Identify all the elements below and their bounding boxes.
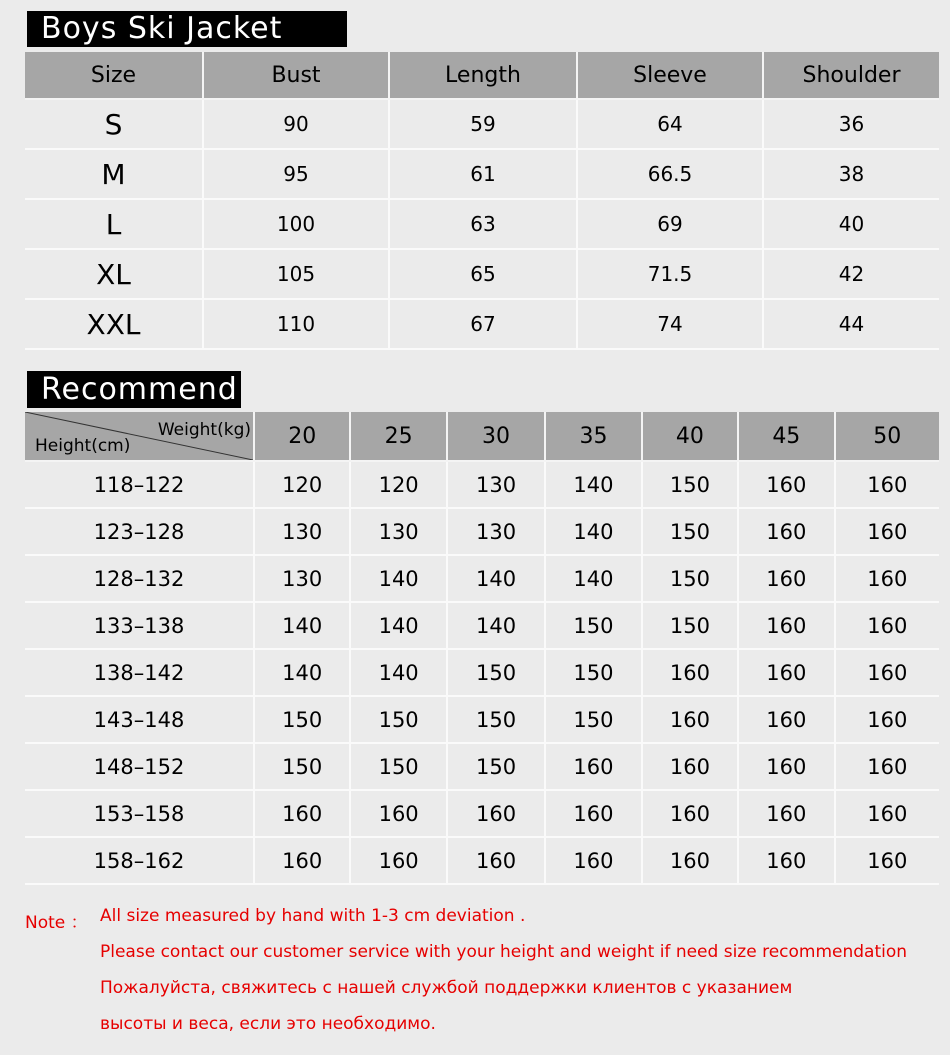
bust-value: 110 [203,299,389,349]
recommended-size-cell: 160 [835,696,939,743]
recommended-size-cell: 150 [447,649,545,696]
recommended-size-cell: 160 [835,555,939,602]
recommended-size-cell: 160 [738,508,834,555]
size-chart-table [25,52,939,350]
length-value: 65 [389,249,577,299]
recommended-size-cell: 150 [254,743,350,790]
length-value: 61 [389,149,577,199]
recommended-size-cell: 150 [447,696,545,743]
recommended-size-cell: 150 [642,508,738,555]
table-row [25,299,939,349]
recommended-size-cell: 160 [545,743,641,790]
size-label: XXL [25,299,203,349]
recommended-size-cell: 160 [350,790,446,837]
height-range-cell: 133–138 [25,602,254,649]
table-row [25,249,939,299]
size-label: M [25,149,203,199]
weight-header-cell: 50 [835,412,939,461]
bust-value: 100 [203,199,389,249]
bust-value: 95 [203,149,389,199]
length-value: 59 [389,99,577,149]
table-row [25,199,939,249]
weight-header-cell: 20 [254,412,350,461]
recommended-size-cell: 130 [447,461,545,508]
recommend-header-row [25,412,939,461]
height-range-cell: 118–122 [25,461,254,508]
height-range-cell: 123–128 [25,508,254,555]
note-line: Please contact our customer service with your height and weight if need size recommendation [100,942,908,962]
weight-header-cell: 40 [642,412,738,461]
size-header-sleeve: Sleeve [577,52,763,99]
height-axis-label: Height(cm) [35,436,131,456]
shoulder-value: 40 [763,199,939,249]
page-title-banner [27,11,347,47]
recommended-size-cell: 160 [738,743,834,790]
recommended-size-cell: 140 [254,649,350,696]
recommended-size-cell: 130 [254,508,350,555]
table-row [25,696,939,743]
recommended-size-cell: 160 [254,837,350,884]
recommended-size-cell: 140 [447,602,545,649]
recommended-size-cell: 120 [350,461,446,508]
recommended-size-cell: 160 [642,790,738,837]
recommended-size-cell: 150 [350,696,446,743]
recommended-size-cell: 140 [545,461,641,508]
recommended-size-cell: 150 [545,602,641,649]
recommended-size-cell: 160 [835,461,939,508]
recommended-size-cell: 140 [350,555,446,602]
sleeve-value: 69 [577,199,763,249]
recommended-size-cell: 150 [642,555,738,602]
recommended-size-cell: 160 [738,555,834,602]
recommended-size-cell: 160 [254,790,350,837]
sleeve-value: 64 [577,99,763,149]
size-header-bust: Bust [203,52,389,99]
length-value: 67 [389,299,577,349]
recommended-size-cell: 160 [545,837,641,884]
recommended-size-cell: 140 [350,649,446,696]
recommended-size-cell: 140 [545,555,641,602]
height-range-cell: 143–148 [25,696,254,743]
weight-header-cell: 25 [350,412,446,461]
recommended-size-cell: 160 [835,602,939,649]
recommended-size-cell: 160 [835,649,939,696]
size-label: S [25,99,203,149]
recommended-size-cell: 140 [350,602,446,649]
length-value: 63 [389,199,577,249]
recommended-size-cell: 160 [642,743,738,790]
recommended-size-cell: 150 [545,649,641,696]
recommend-table [25,412,939,885]
recommended-size-cell: 160 [738,837,834,884]
sleeve-value: 71.5 [577,249,763,299]
table-row [25,99,939,149]
note-line: Пожалуйста, свяжитесь с нашей службой поддержки клиентов с указанием [100,978,793,998]
shoulder-value: 36 [763,99,939,149]
recommended-size-cell: 150 [642,602,738,649]
recommended-size-cell: 160 [738,602,834,649]
sleeve-value: 74 [577,299,763,349]
page-title: Boys Ski Jacket [41,11,283,46]
bust-value: 90 [203,99,389,149]
sleeve-value: 66.5 [577,149,763,199]
recommended-size-cell: 130 [350,508,446,555]
recommended-size-cell: 160 [350,837,446,884]
recommend-banner [27,371,241,408]
table-row [25,602,939,649]
weight-header-cell: 45 [738,412,834,461]
recommended-size-cell: 140 [447,555,545,602]
table-row [25,743,939,790]
recommended-size-cell: 150 [642,461,738,508]
recommended-size-cell: 160 [835,837,939,884]
recommended-size-cell: 160 [738,696,834,743]
note-label: Note ： [25,913,88,933]
size-header-shoulder: Shoulder [763,52,939,99]
weight-header-cell: 35 [545,412,641,461]
recommended-size-cell: 150 [350,743,446,790]
recommended-size-cell: 160 [642,649,738,696]
recommended-size-cell: 160 [447,837,545,884]
height-range-cell: 148–152 [25,743,254,790]
recommended-size-cell: 160 [835,743,939,790]
height-range-cell: 153–158 [25,790,254,837]
recommended-size-cell: 160 [545,790,641,837]
shoulder-value: 42 [763,249,939,299]
size-label: L [25,199,203,249]
weight-height-corner [25,412,254,461]
size-label: XL [25,249,203,299]
table-row [25,555,939,602]
recommended-size-cell: 160 [738,461,834,508]
table-row [25,837,939,884]
height-range-cell: 158–162 [25,837,254,884]
recommended-size-cell: 150 [254,696,350,743]
recommended-size-cell: 160 [642,837,738,884]
recommended-size-cell: 140 [254,602,350,649]
note-line: высоты и веса, если это необходимо. [100,1014,436,1034]
recommended-size-cell: 160 [447,790,545,837]
size-header-length: Length [389,52,577,99]
shoulder-value: 44 [763,299,939,349]
recommended-size-cell: 160 [835,790,939,837]
recommended-size-cell: 150 [447,743,545,790]
recommended-size-cell: 130 [447,508,545,555]
recommended-size-cell: 120 [254,461,350,508]
table-row [25,790,939,837]
recommended-size-cell: 150 [545,696,641,743]
table-row [25,649,939,696]
height-range-cell: 128–132 [25,555,254,602]
recommended-size-cell: 140 [545,508,641,555]
table-row [25,461,939,508]
note-line: All size measured by hand with 1-3 cm deviation . [100,906,526,926]
weight-header-cell: 30 [447,412,545,461]
size-header-row [25,52,939,99]
size-header-size: Size [25,52,203,99]
height-range-cell: 138–142 [25,649,254,696]
recommended-size-cell: 130 [254,555,350,602]
recommend-title: Recommend [41,371,238,407]
recommended-size-cell: 160 [738,790,834,837]
recommended-size-cell: 160 [738,649,834,696]
table-row [25,508,939,555]
recommended-size-cell: 160 [642,696,738,743]
bust-value: 105 [203,249,389,299]
recommended-size-cell: 160 [835,508,939,555]
table-row [25,149,939,199]
shoulder-value: 38 [763,149,939,199]
weight-axis-label: Weight(kg) [157,420,251,440]
